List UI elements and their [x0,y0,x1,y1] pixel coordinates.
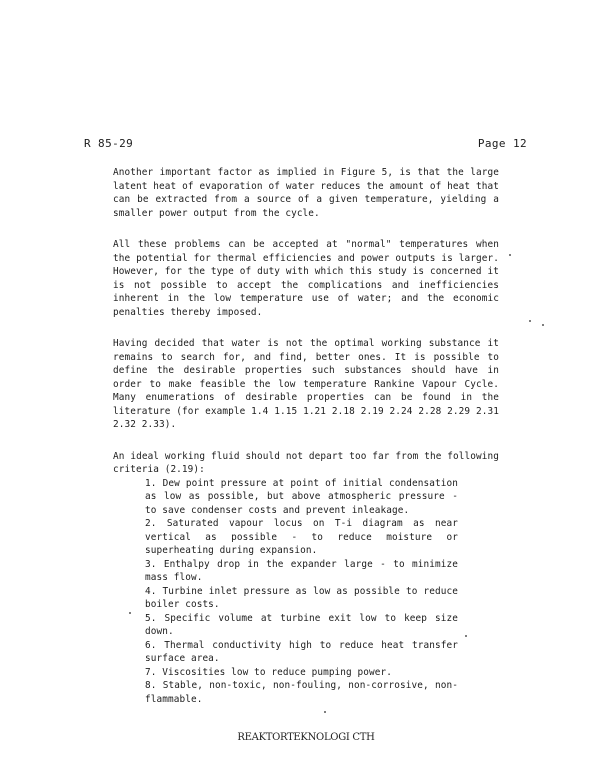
scan-speck [509,254,511,256]
list-item: 7. Viscosities low to reduce pumping power. [145,666,393,678]
list-item: 1. Dew point pressure at point of initial condensation as low as possible, but above atmospheric pressure - to save condenser costs and prevent inleakage. [145,477,458,516]
list-item: 5. Specific volume at turbine exit low to keep size down. [145,612,458,637]
list-item: 6. Thermal conductivity high to reduce heat transfer surface area. [145,639,458,664]
body-text [113,166,499,706]
page-number: Page 12 [477,137,527,150]
list-item: 4. Turbine inlet pressure as low as possible to reduce boiler costs. [145,585,458,610]
footer-institution: REAKTORTEKNOLOGI CTH [237,732,375,743]
paragraph: Another important factor as implied in Figure 5, is that the large latent heat of evaporation of water reduces the amount of heat that can be extracted from a source of a given temperature, yielding a smaller power output from the cycle. [113,167,499,219]
scan-speck [542,324,544,326]
scan-speck [324,711,326,713]
list-item: 8. Stable, non-toxic, non-fouling, non-corrosive, non-flammable. [145,680,458,705]
criteria-list [145,477,458,707]
report-id: R 85-29 [84,137,134,150]
scan-speck [129,612,131,614]
scan-speck [529,320,531,322]
paragraph: All these problems can be accepted at "normal" temperatures when the potential for thermal efficiencies and power outputs is larger. However, for the type of duty with which this study is concerned it is not possible to accept the complications and inefficiencies inherent in the low temperature use of water; and the economic penalties thereby imposed. [113,239,499,318]
paragraph: Having decided that water is not the optimal working substance it remains to search for, and find, better ones. It is possible to define the desirable properties such substances should have in order to make feasible the low temperature Rankine Vapour Cycle. Many enumerations of desirable properties can be found in the literature (for example 1.4 1.15 1.21 2.18 2.19 2.24 2.28 2.29 2.31 2.32 2.33). [113,338,499,430]
scan-speck [465,635,467,637]
paragraph: An ideal working fluid should not depart too far from the following criteria (2.19): [113,450,499,475]
list-item: 3. Enthalpy drop in the expander large - to minimize mass flow. [145,558,458,583]
list-item: 2. Saturated vapour locus on T-i diagram as near vertical as possible - to reduce moisture or superheating during expansion. [145,518,458,556]
